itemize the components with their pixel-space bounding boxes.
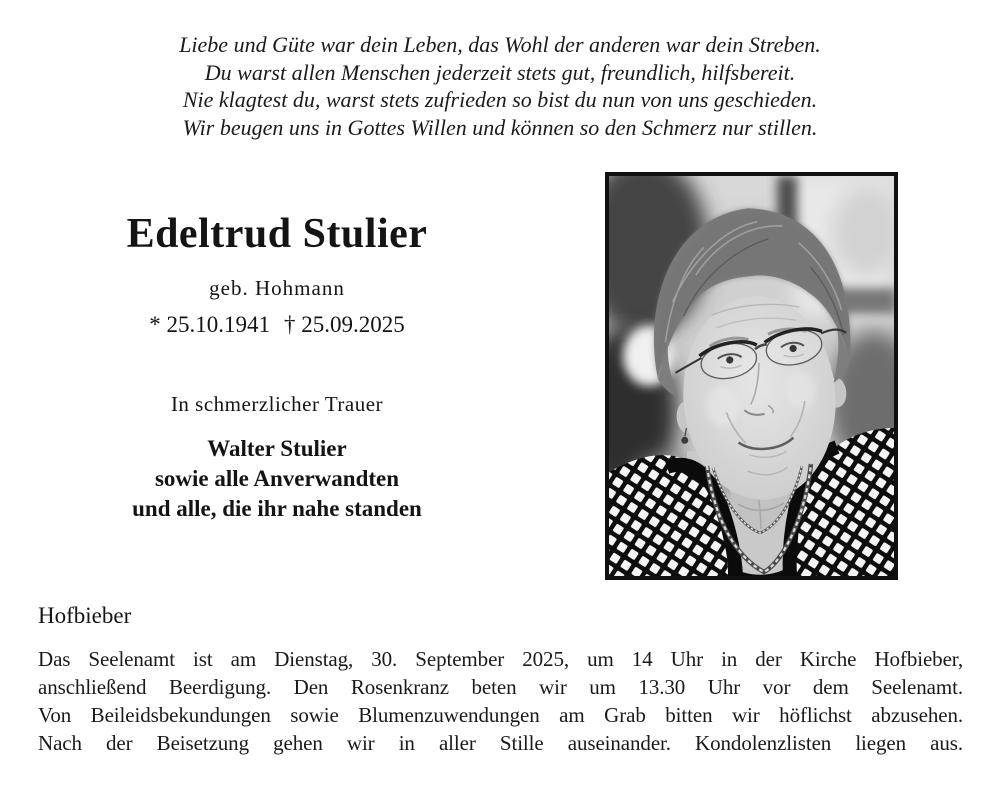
poem-line: Du warst allen Menschen jederzeit stets gut, freundlich, hilfsbereit. xyxy=(204,59,796,85)
birth-date: * 25.10.1941 xyxy=(149,312,270,337)
mourning-intro: In schmerzlicher Trauer xyxy=(170,392,384,416)
maiden-name: geb. Hohmann xyxy=(209,276,345,300)
mourner-line: Walter Stulier xyxy=(207,436,347,461)
portrait-photo xyxy=(605,172,898,580)
deceased-name: Edeltrud Stulier xyxy=(126,211,428,257)
mourner-line: sowie alle Anverwandten xyxy=(154,466,400,491)
announcement-line: Das Seelenamt ist am Dienstag, 30. September 2025, um 14 Uhr in der Kirche Hofbieber, xyxy=(38,647,963,671)
mourners-list xyxy=(40,434,514,524)
death-date: † 25.09.2025 xyxy=(284,312,405,337)
announcement-line: Nach der Beisetzung gehen wir in aller Stille auseinander. Kondolenzlisten liegen aus. xyxy=(38,731,963,755)
announcement-line: anschließend Beerdigung. Den Rosenkranz beten wir um 13.30 Uhr vor dem Seelenamt. xyxy=(38,675,963,699)
poem xyxy=(0,31,1000,141)
poem-line: Nie klagtest du, warst stets zufrieden so bist du nun von uns geschieden. xyxy=(182,87,818,112)
mourner-line: und alle, die ihr nahe standen xyxy=(132,496,422,521)
life-dates xyxy=(40,312,514,338)
poem-line: Wir beugen uns in Gottes Willen und können so den Schmerz nur stillen. xyxy=(182,114,818,140)
poem-line: Liebe und Güte war dein Leben, das Wohl der anderen war dein Streben. xyxy=(179,32,821,57)
announcement-line: Von Beileidsbekundungen sowie Blumenzuwendungen am Grab bitten wir höflichst abzusehen. xyxy=(38,703,963,727)
funeral-announcement xyxy=(38,645,963,757)
place-name: Hofbieber xyxy=(38,603,132,628)
